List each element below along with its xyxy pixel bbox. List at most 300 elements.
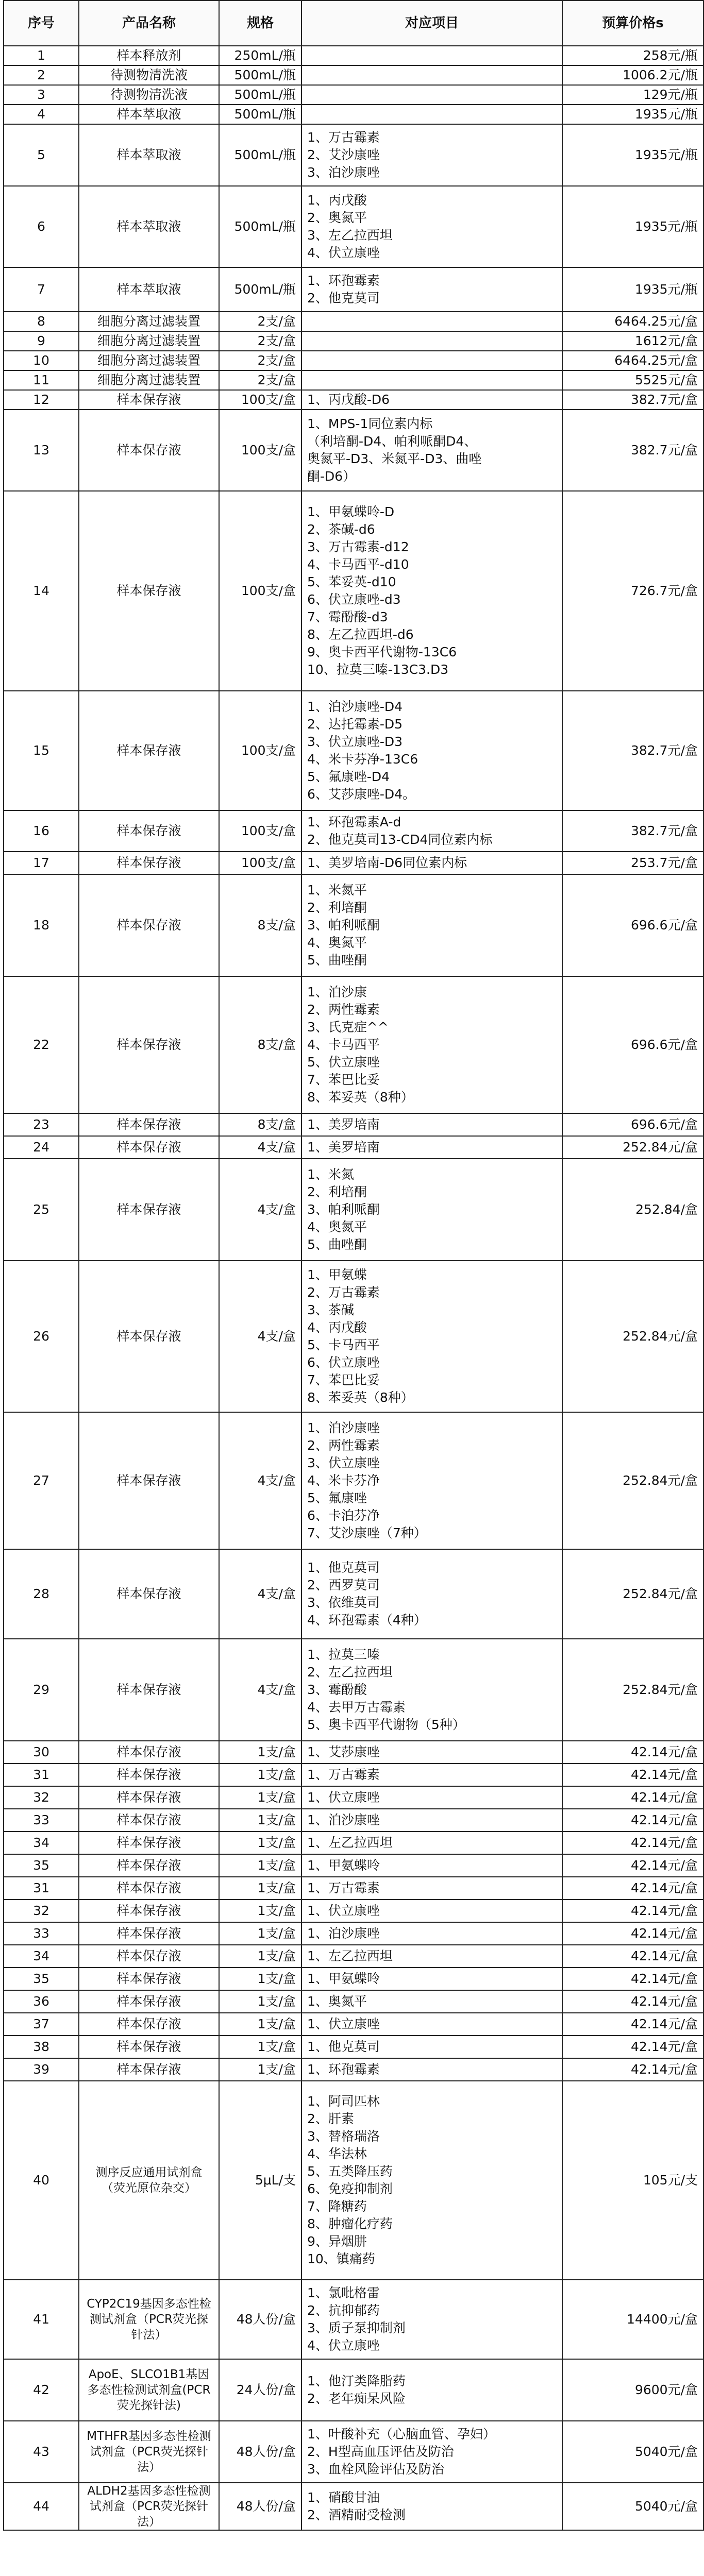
table-row: [4, 1877, 703, 1900]
budget-table: [3, 0, 704, 2531]
item-entry: 2、肝素: [307, 2111, 354, 2126]
item-entry: 4、米卡芬净: [307, 1473, 380, 1488]
item-entry: 3、伏立康唑-D3: [307, 734, 403, 749]
row-product-name: 样本保存液: [79, 410, 219, 491]
item-entry: （利培酮-D4、帕利哌酮D4、: [307, 434, 477, 449]
item-entry: 1、伏立康唑: [307, 1790, 380, 1805]
row-items: [301, 1945, 562, 1968]
item-entry: 2、西罗莫司: [307, 1578, 380, 1592]
row-items: [301, 852, 562, 874]
table-row: [4, 1764, 703, 1786]
row-items: [301, 1159, 562, 1261]
item-entry: 1、拉莫三嗪: [307, 1647, 380, 1662]
table-row: [4, 1832, 703, 1854]
table-row: [4, 124, 703, 186]
row-no: 3: [4, 85, 79, 105]
row-product-name: 样本保存液: [79, 2058, 219, 2081]
item-entry: 奥氮平-D3、米氮平-D3、曲唑: [307, 451, 482, 466]
item-entry: 2、他克莫司: [307, 291, 380, 306]
row-price: 42.14元/盒: [562, 1809, 703, 1832]
row-items: [301, 1639, 562, 1741]
row-product-name: 样本保存液: [79, 1113, 219, 1136]
item-entry: 10、镇痛药: [307, 2251, 375, 2266]
row-spec: 1支/盒: [219, 1922, 301, 1945]
row-price: 42.14元/盒: [562, 1741, 703, 1764]
item-entry: 1、丙戊酸-D6: [307, 392, 390, 407]
row-spec: 4支/盒: [219, 1136, 301, 1159]
item-entry: 6、免疫抑制剂: [307, 2181, 393, 2196]
item-entry: 8、左乙拉西坦-d6: [307, 627, 414, 642]
item-entry: 酮-D6）: [307, 469, 356, 484]
table-row: [4, 390, 703, 410]
item-entry: 4、卡马西平-d10: [307, 557, 409, 572]
table-row: [4, 351, 703, 370]
table-row: [4, 267, 703, 312]
row-price: 258元/瓶: [562, 46, 703, 65]
row-no: 11: [4, 370, 79, 390]
row-items: [301, 2359, 562, 2421]
row-product-name: 样本保存液: [79, 1764, 219, 1786]
item-entry: 5、伏立康唑: [307, 1055, 380, 1070]
table-row: [4, 1159, 703, 1261]
row-spec: 2支/盒: [219, 370, 301, 390]
item-entry: 1、硝酸甘油: [307, 2490, 380, 2505]
row-price: 42.14元/盒: [562, 1786, 703, 1809]
row-price: 129元/瓶: [562, 85, 703, 105]
row-product-name: 细胞分离过滤装置: [79, 351, 219, 370]
item-entry: 2、茶碱-d6: [307, 522, 375, 537]
row-no: 4: [4, 105, 79, 124]
row-product-name: 样本保存液: [79, 1549, 219, 1639]
table-row: [4, 2081, 703, 2280]
row-price: 42.14元/盒: [562, 1968, 703, 1990]
row-no: 35: [4, 1854, 79, 1877]
row-price: 42.14元/盒: [562, 1922, 703, 1945]
item-entry: 3、质子泵抑制剂: [307, 2320, 406, 2335]
row-spec: 1支/盒: [219, 1741, 301, 1764]
row-price: 1935元/瓶: [562, 186, 703, 267]
item-entry: 4、伏立康唑: [307, 2338, 380, 2353]
item-entry: 2、利培酮: [307, 900, 367, 915]
row-price: 382.7元/盒: [562, 691, 703, 810]
row-product-name: 样本保存液: [79, 852, 219, 874]
row-product-name: 样本保存液: [79, 1877, 219, 1900]
row-product-name: 样本保存液: [79, 2013, 219, 2036]
row-no: 34: [4, 1832, 79, 1854]
row-price: 42.14元/盒: [562, 1945, 703, 1968]
row-items: [301, 1741, 562, 1764]
row-items: [301, 351, 562, 370]
item-entry: 1、左乙拉西坦: [307, 1835, 393, 1850]
table-row: [4, 370, 703, 390]
row-price: 382.7元/盒: [562, 810, 703, 852]
item-entry: 2、老年痴呆风险: [307, 2391, 406, 2406]
row-spec: 8支/盒: [219, 1113, 301, 1136]
table-row: [4, 46, 703, 65]
row-no: 31: [4, 1877, 79, 1900]
row-spec: 4支/盒: [219, 1639, 301, 1741]
row-product-name: 样本保存液: [79, 1809, 219, 1832]
row-spec: 250mL/瓶: [219, 46, 301, 65]
row-no: 5: [4, 124, 79, 186]
row-items: [301, 2036, 562, 2058]
row-price: 1935元/瓶: [562, 124, 703, 186]
row-items: [301, 691, 562, 810]
item-entry: 1、他汀类降脂药: [307, 2374, 406, 2388]
table-row: [4, 1261, 703, 1412]
item-entry: 2、他克莫司13-CD4同位素内标: [307, 832, 493, 847]
row-spec: 1支/盒: [219, 2036, 301, 2058]
item-entry: 5、奥卡西平代谢物（5种）: [307, 1717, 465, 1732]
table-row: [4, 1786, 703, 1809]
row-product-name: 细胞分离过滤装置: [79, 370, 219, 390]
row-no: 31: [4, 1764, 79, 1786]
table-row: [4, 2280, 703, 2359]
row-no: 44: [4, 2483, 79, 2530]
row-items: [301, 1854, 562, 1877]
row-price: 253.7元/盒: [562, 852, 703, 874]
table-row: [4, 2421, 703, 2483]
row-price: 42.14元/盒: [562, 1764, 703, 1786]
row-price: 252.84元/盒: [562, 1639, 703, 1741]
item-entry: 2、抗抑郁药: [307, 2303, 380, 2318]
row-product-name: 样本保存液: [79, 491, 219, 691]
item-entry: 1、他克莫司: [307, 2039, 380, 2054]
row-no: 43: [4, 2421, 79, 2483]
item-entry: 4、奥氮平: [307, 935, 367, 950]
item-entry: 1、MPS-1同位素内标: [307, 416, 433, 431]
row-items: [301, 976, 562, 1113]
table-row: [4, 1854, 703, 1877]
table-row: [4, 1113, 703, 1136]
table-row: [4, 852, 703, 874]
row-spec: 2支/盒: [219, 331, 301, 351]
row-no: 9: [4, 331, 79, 351]
row-no: 16: [4, 810, 79, 852]
item-entry: 9、异烟肼: [307, 2234, 367, 2249]
item-entry: 1、泊沙康唑-D4: [307, 699, 403, 714]
row-items: [301, 46, 562, 65]
item-entry: 1、伏立康唑: [307, 1903, 380, 1918]
item-entry: 1、美罗培南: [307, 1117, 380, 1132]
table-row: [4, 410, 703, 491]
row-no: 38: [4, 2036, 79, 2058]
row-items: [301, 390, 562, 410]
row-product-name: 样本保存液: [79, 874, 219, 976]
row-no: 27: [4, 1412, 79, 1549]
row-items: [301, 410, 562, 491]
item-entry: 6、卡泊芬净: [307, 1508, 380, 1523]
item-entry: 4、去甲万古霉素: [307, 1700, 406, 1715]
row-items: [301, 186, 562, 267]
row-price: 6464.25元/盒: [562, 312, 703, 331]
row-price: 14400元/盒: [562, 2280, 703, 2359]
table-row: [4, 1741, 703, 1764]
row-product-name: 样本萃取液: [79, 186, 219, 267]
row-no: 1: [4, 46, 79, 65]
item-entry: 7、苯巴比妥: [307, 1372, 380, 1387]
row-spec: 4支/盒: [219, 1412, 301, 1549]
item-entry: 5、卡马西平: [307, 1337, 380, 1352]
item-entry: 5、曲唑酮: [307, 953, 367, 968]
item-entry: 3、伏立康唑: [307, 1455, 380, 1470]
row-items: [301, 1832, 562, 1854]
row-product-name: 样本保存液: [79, 1990, 219, 2013]
row-price: 5525元/盒: [562, 370, 703, 390]
item-entry: 7、艾沙康唑（7种）: [307, 1526, 427, 1540]
table-row: [4, 2036, 703, 2058]
row-product-name: 细胞分离过滤装置: [79, 312, 219, 331]
item-entry: 3、万古霉素-d12: [307, 539, 409, 554]
row-price: 726.7元/盒: [562, 491, 703, 691]
table-row: [4, 331, 703, 351]
row-spec: 8支/盒: [219, 976, 301, 1113]
row-price: 382.7元/盒: [562, 390, 703, 410]
row-product-name: 测序反应通用试剂盒（荧光原位杂交）: [79, 2081, 219, 2280]
row-items: [301, 1764, 562, 1786]
item-entry: 1、甲氨蝶: [307, 1267, 367, 1282]
item-entry: 3、左乙拉西坦: [307, 228, 393, 243]
row-spec: 1支/盒: [219, 1809, 301, 1832]
row-items: [301, 2421, 562, 2483]
row-items: [301, 1990, 562, 2013]
row-no: 17: [4, 852, 79, 874]
item-entry: 3、依维莫司: [307, 1595, 380, 1610]
row-product-name: 样本保存液: [79, 1832, 219, 1854]
row-spec: 500mL/瓶: [219, 105, 301, 124]
row-spec: 500mL/瓶: [219, 186, 301, 267]
item-entry: 4、环孢霉素（4种）: [307, 1613, 427, 1628]
row-product-name: 样本保存液: [79, 1159, 219, 1261]
row-product-name: 样本保存液: [79, 1854, 219, 1877]
header-items: 对应项目: [301, 1, 562, 46]
row-product-name: 样本保存液: [79, 1968, 219, 1990]
row-spec: 1支/盒: [219, 1900, 301, 1922]
row-items: [301, 491, 562, 691]
row-spec: 500mL/瓶: [219, 267, 301, 312]
table-row: [4, 976, 703, 1113]
item-entry: 3、帕利哌酮: [307, 1202, 380, 1217]
item-entry: 5、曲唑酮: [307, 1237, 367, 1252]
row-spec: 100支/盒: [219, 491, 301, 691]
table-row: [4, 1412, 703, 1549]
table-row: [4, 312, 703, 331]
table-row: [4, 691, 703, 810]
item-entry: 2、酒精耐受检测: [307, 2507, 406, 2522]
item-entry: 3、泊沙康唑: [307, 165, 380, 180]
row-product-name: 样本保存液: [79, 1136, 219, 1159]
row-no: 8: [4, 312, 79, 331]
row-price: 696.6元/盒: [562, 1113, 703, 1136]
row-spec: 1支/盒: [219, 1968, 301, 1990]
row-no: 25: [4, 1159, 79, 1261]
row-price: 42.14元/盒: [562, 1900, 703, 1922]
header-no: 序号: [4, 1, 79, 46]
row-price: 1935元/瓶: [562, 267, 703, 312]
row-spec: 5μL/支: [219, 2081, 301, 2280]
item-entry: 8、苯妥英（8种）: [307, 1390, 414, 1405]
item-entry: 10、拉莫三嗪-13C3.D3: [307, 662, 449, 677]
row-no: 39: [4, 2058, 79, 2081]
table-row: [4, 1922, 703, 1945]
table-row: [4, 2013, 703, 2036]
row-product-name: ApoE、SLCO1B1基因多态性检测试剂盒(PCR荧光探针法): [79, 2359, 219, 2421]
item-entry: 1、伏立康唑: [307, 2016, 380, 2031]
row-no: 30: [4, 1741, 79, 1764]
row-spec: 48人份/盒: [219, 2421, 301, 2483]
row-price: 1935元/瓶: [562, 105, 703, 124]
row-items: [301, 2483, 562, 2530]
row-spec: 4支/盒: [219, 1261, 301, 1412]
header-row: [4, 1, 703, 46]
table-row: [4, 105, 703, 124]
item-entry: 4、华法林: [307, 2146, 367, 2161]
row-spec: 100支/盒: [219, 810, 301, 852]
item-entry: 7、降糖药: [307, 2199, 367, 2214]
row-product-name: CYP2C19基因多态性检测试剂盒（PCR荧光探针法）: [79, 2280, 219, 2359]
table-row: [4, 2058, 703, 2081]
item-entry: 1、甲氨蝶呤: [307, 1971, 380, 1986]
row-spec: 8支/盒: [219, 874, 301, 976]
row-price: 42.14元/盒: [562, 1854, 703, 1877]
row-spec: 1支/盒: [219, 2058, 301, 2081]
row-price: 42.14元/盒: [562, 1990, 703, 2013]
row-product-name: 样本保存液: [79, 2036, 219, 2058]
row-product-name: 待测物清洗液: [79, 85, 219, 105]
row-items: [301, 2280, 562, 2359]
row-spec: 2支/盒: [219, 351, 301, 370]
row-product-name: ALDH2基因多态性检测试剂盒（PCR荧光探针法）: [79, 2483, 219, 2530]
row-price: 42.14元/盒: [562, 2013, 703, 2036]
item-entry: 1、美罗培南-D6同位素内标: [307, 855, 467, 870]
item-entry: 2、两性霉素: [307, 1438, 380, 1453]
item-entry: 1、万古霉素: [307, 130, 380, 145]
row-items: [301, 124, 562, 186]
row-price: 696.6元/盒: [562, 976, 703, 1113]
item-entry: 4、奥氮平: [307, 1219, 367, 1234]
row-product-name: 样本保存液: [79, 1412, 219, 1549]
item-entry: 8、肿瘤化疗药: [307, 2216, 393, 2231]
row-price: 42.14元/盒: [562, 2058, 703, 2081]
item-entry: 2、万古霉素: [307, 1285, 380, 1300]
table-row: [4, 186, 703, 267]
item-entry: 3、茶碱: [307, 1302, 354, 1317]
row-spec: 48人份/盒: [219, 2483, 301, 2530]
row-items: [301, 1922, 562, 1945]
row-no: 32: [4, 1786, 79, 1809]
row-no: 12: [4, 390, 79, 410]
row-product-name: 样本保存液: [79, 390, 219, 410]
header-spec: 规格: [219, 1, 301, 46]
row-items: [301, 2058, 562, 2081]
item-entry: 1、丙戊酸: [307, 193, 367, 208]
item-entry: 1、泊沙康唑: [307, 1926, 380, 1941]
row-product-name: 样本萃取液: [79, 267, 219, 312]
row-items: [301, 1877, 562, 1900]
table-row: [4, 65, 703, 85]
item-entry: 1、米氮: [307, 1167, 354, 1182]
item-entry: 1、泊沙康唑: [307, 1420, 380, 1435]
item-entry: 1、美罗培南: [307, 1140, 380, 1155]
item-entry: 3、血栓风险评估及防治: [307, 2462, 444, 2477]
row-no: 2: [4, 65, 79, 85]
row-items: [301, 2013, 562, 2036]
row-items: [301, 312, 562, 331]
row-product-name: 样本保存液: [79, 691, 219, 810]
row-spec: 500mL/瓶: [219, 65, 301, 85]
item-entry: 1、万古霉素: [307, 1767, 380, 1782]
row-items: [301, 65, 562, 85]
item-entry: 6、伏立康唑: [307, 1355, 380, 1370]
item-entry: 2、达托霉素-D5: [307, 717, 403, 732]
table-row: [4, 2483, 703, 2530]
row-items: [301, 1809, 562, 1832]
row-no: 15: [4, 691, 79, 810]
row-items: [301, 1786, 562, 1809]
row-no: 40: [4, 2081, 79, 2280]
row-spec: 1支/盒: [219, 1877, 301, 1900]
item-entry: 8、苯妥英（8种）: [307, 1090, 414, 1105]
item-entry: 4、伏立康唑: [307, 245, 380, 260]
item-entry: 4、丙戊酸: [307, 1320, 367, 1335]
header-product-name: 产品名称: [79, 1, 219, 46]
row-product-name: 样本保存液: [79, 1639, 219, 1741]
row-price: 382.7元/盒: [562, 410, 703, 491]
row-product-name: 样本保存液: [79, 810, 219, 852]
row-no: 28: [4, 1549, 79, 1639]
row-spec: 4支/盒: [219, 1549, 301, 1639]
table-row: [4, 1809, 703, 1832]
row-price: 9600元/盒: [562, 2359, 703, 2421]
item-entry: 1、他克莫司: [307, 1560, 380, 1575]
row-items: [301, 267, 562, 312]
table-row: [4, 874, 703, 976]
item-entry: 5、氟康唑: [307, 1490, 367, 1505]
row-no: 32: [4, 1900, 79, 1922]
item-entry: 1、泊沙康: [307, 985, 367, 999]
row-price: 42.14元/盒: [562, 1877, 703, 1900]
item-entry: 2、奥氮平: [307, 210, 367, 225]
header-price: 预算价格s: [562, 1, 703, 46]
item-entry: 1、万古霉素: [307, 1880, 380, 1895]
item-entry: 2、左乙拉西坦: [307, 1665, 393, 1680]
row-no: 36: [4, 1990, 79, 2013]
row-spec: 500mL/瓶: [219, 124, 301, 186]
row-spec: 1支/盒: [219, 1854, 301, 1877]
row-no: 29: [4, 1639, 79, 1741]
table-row: [4, 1900, 703, 1922]
item-entry: 3、帕利哌酮: [307, 918, 380, 933]
row-no: 42: [4, 2359, 79, 2421]
row-no: 37: [4, 2013, 79, 2036]
row-no: 35: [4, 1968, 79, 1990]
row-product-name: 细胞分离过滤装置: [79, 331, 219, 351]
row-no: 23: [4, 1113, 79, 1136]
table-row: [4, 2359, 703, 2421]
row-items: [301, 2081, 562, 2280]
row-items: [301, 1136, 562, 1159]
row-price: 252.84元/盒: [562, 1261, 703, 1412]
row-items: [301, 1900, 562, 1922]
row-price: 6464.25元/盒: [562, 351, 703, 370]
row-product-name: 样本保存液: [79, 1945, 219, 1968]
item-entry: 9、奥卡西平代谢物-13C6: [307, 645, 457, 659]
row-no: 24: [4, 1136, 79, 1159]
item-entry: 3、替格瑞洛: [307, 2129, 380, 2144]
row-spec: 100支/盒: [219, 852, 301, 874]
row-product-name: 样本保存液: [79, 1922, 219, 1945]
table-row: [4, 1639, 703, 1741]
